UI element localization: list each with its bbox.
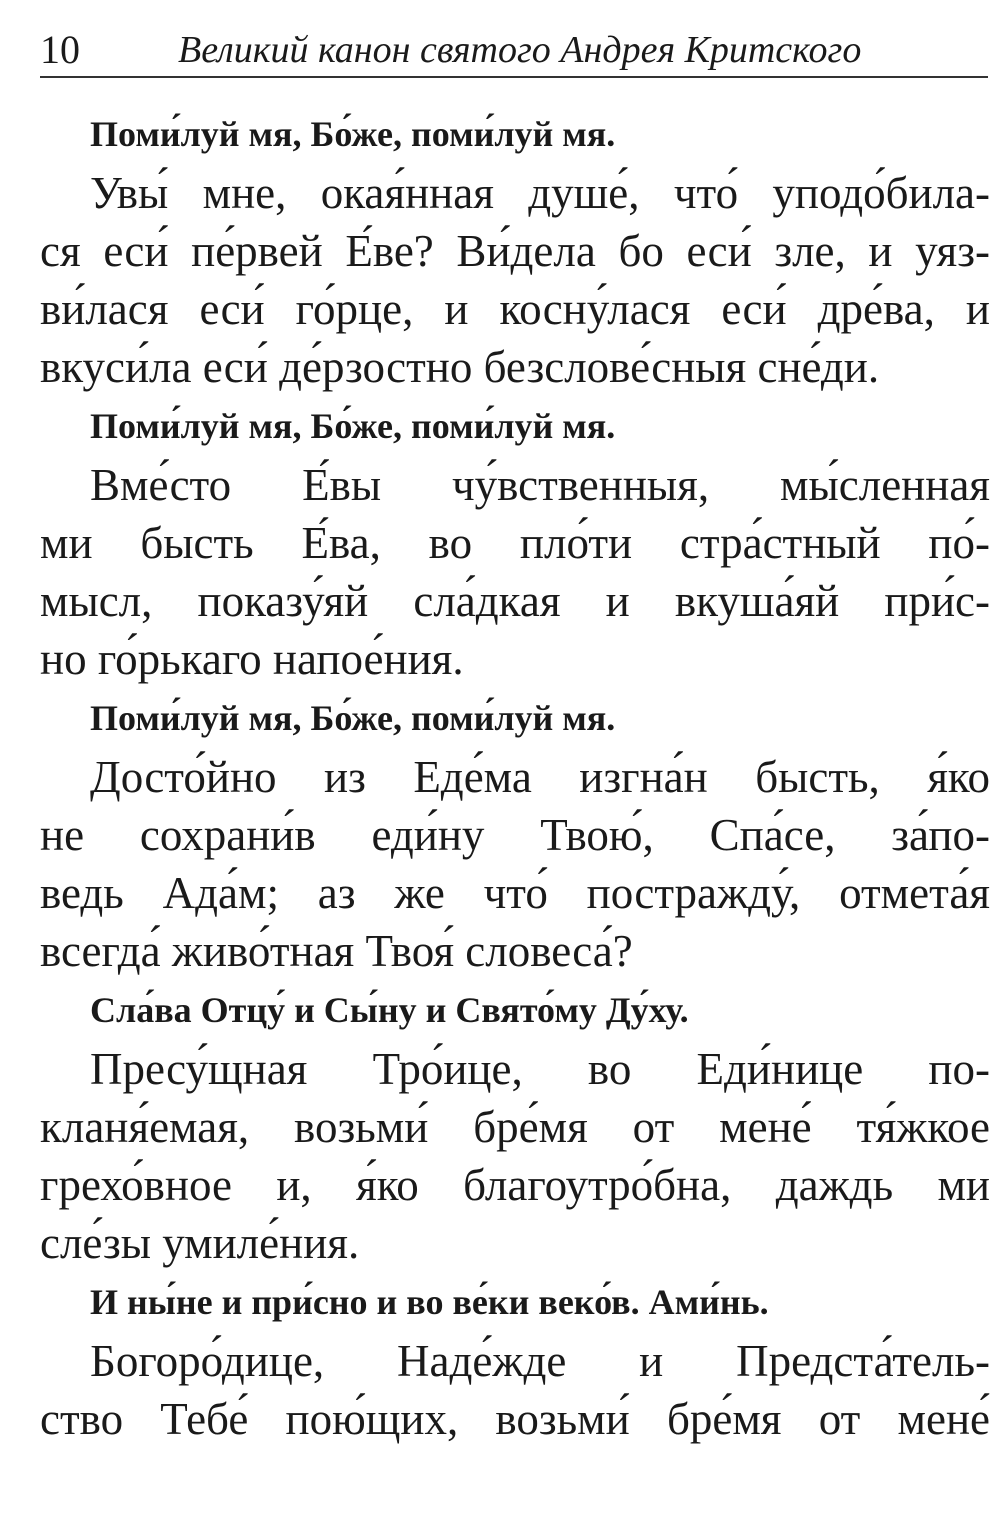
troparion-text	[40, 164, 990, 396]
text-line: мысл, показу́яй сла́дкая и вкуша́яй при́с-	[40, 576, 990, 626]
text-line: ми бысть Е́ва, во пло́ти стра́стный по́-	[40, 518, 990, 568]
text-line: ви́лася еси́ го́рце, и косну́лася еси́ дре́ва, и	[40, 284, 990, 334]
troparion-text	[40, 748, 990, 980]
text-line: Пресу́щная Тро́ице, во Еди́нице по-	[90, 1044, 990, 1094]
text-line: ведь Ада́м; аз же что́ постражду́, отмета́я	[40, 868, 990, 918]
text-line: ся еси́ пе́рвей Е́ве? Ви́дела бо еси́ зле, и уяз-	[40, 226, 990, 276]
header-rule	[40, 76, 988, 78]
theotokion-block	[40, 1272, 990, 1448]
page-number: 10	[40, 27, 80, 72]
text-line: ство Тебе́ пою́щих, возьми́ бре́мя от мене́	[40, 1394, 990, 1444]
page-header	[40, 22, 988, 78]
troparion-block	[40, 980, 990, 1272]
troparion-block	[40, 396, 990, 688]
refrain: Поми́луй мя, Бо́же, поми́луй мя.	[90, 114, 616, 154]
text-line: Вме́сто Е́вы чу́вственныя, мы́сленная	[90, 460, 990, 510]
text-line: не сохрани́в еди́ну Твою́, Спа́се, за́по-	[40, 810, 990, 860]
refrain: Поми́луй мя, Бо́же, поми́луй мя.	[90, 698, 616, 738]
theotokion-text	[40, 1332, 990, 1448]
troparion-block	[40, 688, 990, 980]
text-line: сле́зы умиле́ния.	[40, 1218, 360, 1268]
troparion-text	[40, 456, 990, 688]
text-line: грехо́вное и, я́ко благоутро́бна, даждь ми	[40, 1160, 990, 1210]
troparion-text	[40, 1040, 990, 1272]
text-line: но го́рькаго напое́ния.	[40, 634, 464, 684]
troparion-block	[40, 104, 990, 396]
text-line: Досто́йно из Еде́ма изгна́н бысть, я́ко	[90, 752, 990, 802]
text-line: всегда́ живо́тная Твоя́ словеса́?	[40, 926, 633, 976]
running-title: Великий канон святого Андрея Критского	[178, 29, 862, 71]
text-line: Увы́ мне, окая́нная душе́, что́ уподо́била-	[90, 168, 990, 218]
text-line: Богоро́дице, Наде́жде и Предста́тель-	[90, 1336, 990, 1386]
text-line: вкуси́ла еси́ де́рзостно безслове́сныя сне́ди.	[40, 342, 880, 392]
text-line: кланя́емая, возьми́ бре́мя от мене́ тя́жкое	[40, 1102, 990, 1152]
refrain: Поми́луй мя, Бо́же, поми́луй мя.	[90, 406, 616, 446]
doxology-refrain: И ны́не и при́сно и во ве́ки веко́в. Ами́нь.	[90, 1282, 769, 1322]
doxology-refrain: Сла́ва Отцу́ и Сы́ну и Свято́му Ду́ху.	[90, 990, 689, 1030]
page-body	[40, 104, 990, 1448]
